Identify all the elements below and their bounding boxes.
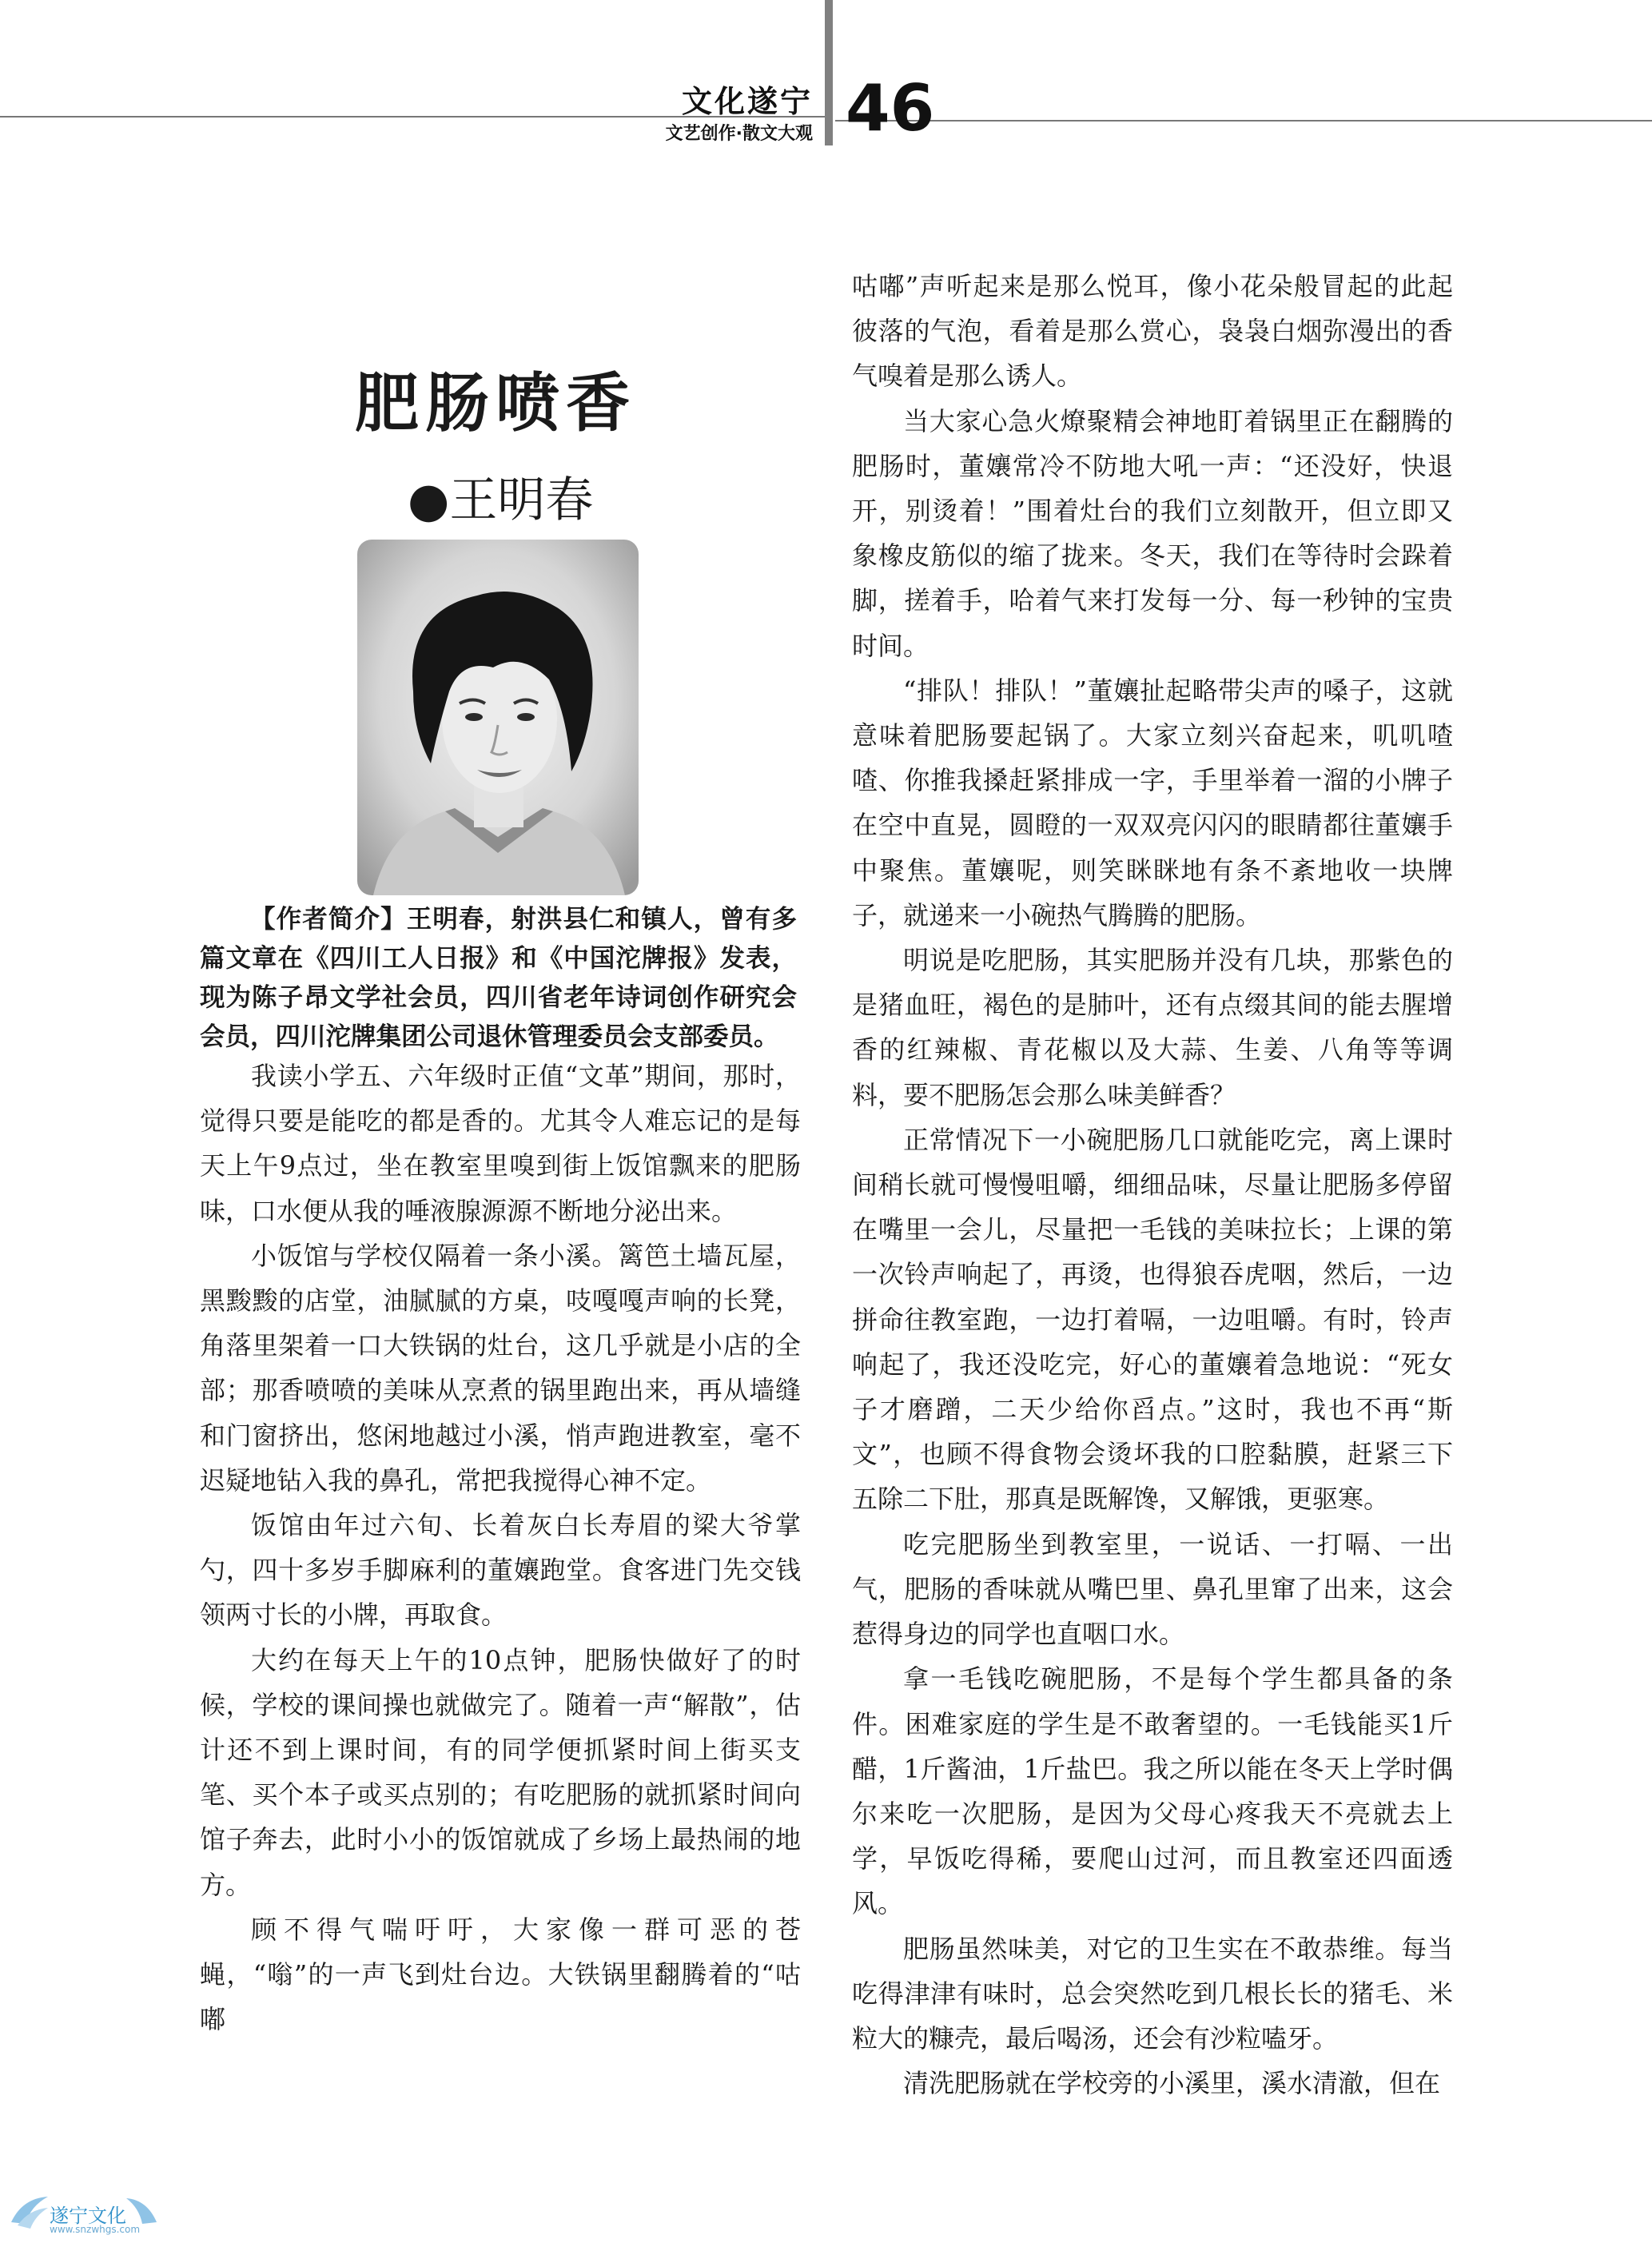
header-rule-right: [835, 120, 1652, 122]
paragraph: 拿一毛钱吃碗肥肠，不是每个学生都具备的条件。困难家庭的学生是不敢奢望的。一毛钱能买1斤醋，1斤酱油，1斤盐巴。我之所以能在冬天上学时偶尔来吃一次肥肠，是因为父母心疼我天不亮就去上学，早饭吃得稀，要爬山过河，而且教室还四面透风。: [852, 1663, 1453, 1919]
page-number: 46: [846, 71, 935, 145]
header-divider-bar: [825, 0, 833, 145]
paragraph: 吃完肥肠坐到教室里，一说话、一打嗝、一出气，肥肠的香味就从嘴巴里、鼻孔里窜了出来，这会惹得身边的同学也直咽口水。: [852, 1528, 1453, 1650]
paragraph: 肥肠虽然味美，对它的卫生实在不敢恭维。每当吃得津津有味时，总会突然吃到几根长长的猪毛、米粒大的糠壳，最后喝汤，还会有沙粒嗑牙。: [852, 1933, 1453, 2054]
paragraph-continuation: 咕嘟”声听起来是那么悦耳，像小花朵般冒起的此起彼落的气泡，看着是那么赏心，袅袅白烟弥漫出的香气嗅着是那么诱人。: [852, 271, 1453, 392]
watermark-logo-url: www.snzwhgs.com: [50, 2224, 141, 2235]
watermark-logo-name: 遂宁文化: [50, 2205, 126, 2227]
paragraph: 顾不得气喘吁吁，大家像一群可恶的苍蝇，“嗡”的一声飞到灶台边。大铁锅里翻腾着的“咕嘟: [200, 1914, 801, 2035]
paragraph: 明说是吃肥肠，其实肥肠并没有几块，那紫色的是猪血旺，褐色的是肺叶，还有点缀其间的能去腥增香的红辣椒、青花椒以及大蒜、生姜、八角等等调料，要不肥肠怎会那么味美鲜香？: [852, 945, 1453, 1110]
author-photo: [357, 540, 639, 895]
bio-tag: 【作者简介】: [250, 904, 407, 934]
paragraph: 大约在每天上午的10点钟，肥肠快做好了的时候，学校的课间操也就做完了。随着一声“解散”，估计还不到上课时间，有的同学便抓紧时间上街买支笔、买个本子或买点别的；有吃肥肠的就抓紧时间向馆子奔去，此时小小的饭馆就成了乡场上最热闹的地方。: [200, 1644, 801, 1900]
author-byline: [408, 462, 593, 531]
left-column: [200, 1054, 801, 2042]
author-bio: [200, 899, 797, 1056]
paragraph: 清洗肥肠就在学校旁的小溪里，溪水清澈，但在: [903, 2068, 1441, 2099]
bio-text: 王明春，射洪县仁和镇人，曾有多篇文章在《四川工人日报》和《中国沱牌报》发表，现为陈子昂文学社会员，四川省老年诗词创作研究会会员，四川沱牌集团公司退休管理委员会支部委员。: [200, 904, 797, 1051]
paragraph: 小饭馆与学校仅隔着一条小溪。篱笆土墙瓦屋，黑黢黢的店堂，油腻腻的方桌，吱嘎嘎声响的长凳，角落里架着一口大铁锅的灶台，这几乎就是小店的全部；那香喷喷的美味从烹煮的锅里跑出来，再从墙缝和门窗挤出，悠闲地越过小溪，悄声跑进教室，毫不迟疑地钻入我的鼻孔，常把我搅得心神不定。: [200, 1240, 801, 1496]
right-column: [852, 264, 1453, 2106]
bullet-icon: ●: [408, 472, 450, 528]
paragraph: 正常情况下一小碗肥肠几口就能吃完，离上课时间稍长就可慢慢咀嚼，细细品味，尽量让肥肠多停留在嘴里一会儿，尽量把一毛钱的美味拉长；上课的第一次铃声响起了，再烫，也得狼吞虎咽，然后，一边拼命往教室跑，一边打着嗝，一边咀嚼。有时，铃声响起了，我还没吃完，好心的董孃着急地说：“死女子才磨蹭，二天少给你舀点。”这时，我也不再“斯文”，也顾不得食物会烫坏我的口腔黏膜，赶紧三下五除二下肚，那真是既解馋，又解饿，更驱寒。: [852, 1124, 1453, 1515]
paragraph: 饭馆由年过六旬、长着灰白长寿眉的梁大爷掌勺，四十多岁手脚麻利的董孃跑堂。食客进门先交钱领两寸长的小牌，再取食。: [200, 1510, 801, 1631]
paragraph: “排队！排队！”董孃扯起略带尖声的嗓子，这就意味着肥肠要起锅了。大家立刻兴奋起来，叽叽喳喳、你推我搡赶紧排成一字，手里举着一溜的小牌子在空中直晃，圆瞪的一双双亮闪闪的眼睛都往董孃手中聚焦。董孃呢，则笑眯眯地有条不紊地收一块牌子，就递来一小碗热气腾腾的肥肠。: [852, 675, 1453, 930]
column-name: 文化遂宁: [681, 84, 813, 119]
article-title: 肥肠喷香: [355, 366, 636, 440]
author-name: 王明春: [449, 472, 594, 528]
paragraph: 当大家心急火燎聚精会神地盯着锅里正在翻腾的肥肠时，董孃常冷不防地大吼一声：“还没好，快退开，别烫着！”围着灶台的我们立刻散开，但立即又象橡皮筋似的缩了拢来。冬天，我们在等待时会跺着脚，搓着手，哈着气来打发每一分、每一秒钟的宝贵时间。: [852, 405, 1453, 661]
column-subtitle: 文艺创作·散文大观: [665, 124, 813, 144]
paragraph: 我读小学五、六年级时正值“文革”期间，那时，觉得只要是能吃的都是香的。尤其令人难忘记的是每天上午9点过，坐在教室里嗅到街上饭馆飘来的肥肠味，口水便从我的唾液腺源源不断地分泌出来。: [200, 1061, 801, 1226]
